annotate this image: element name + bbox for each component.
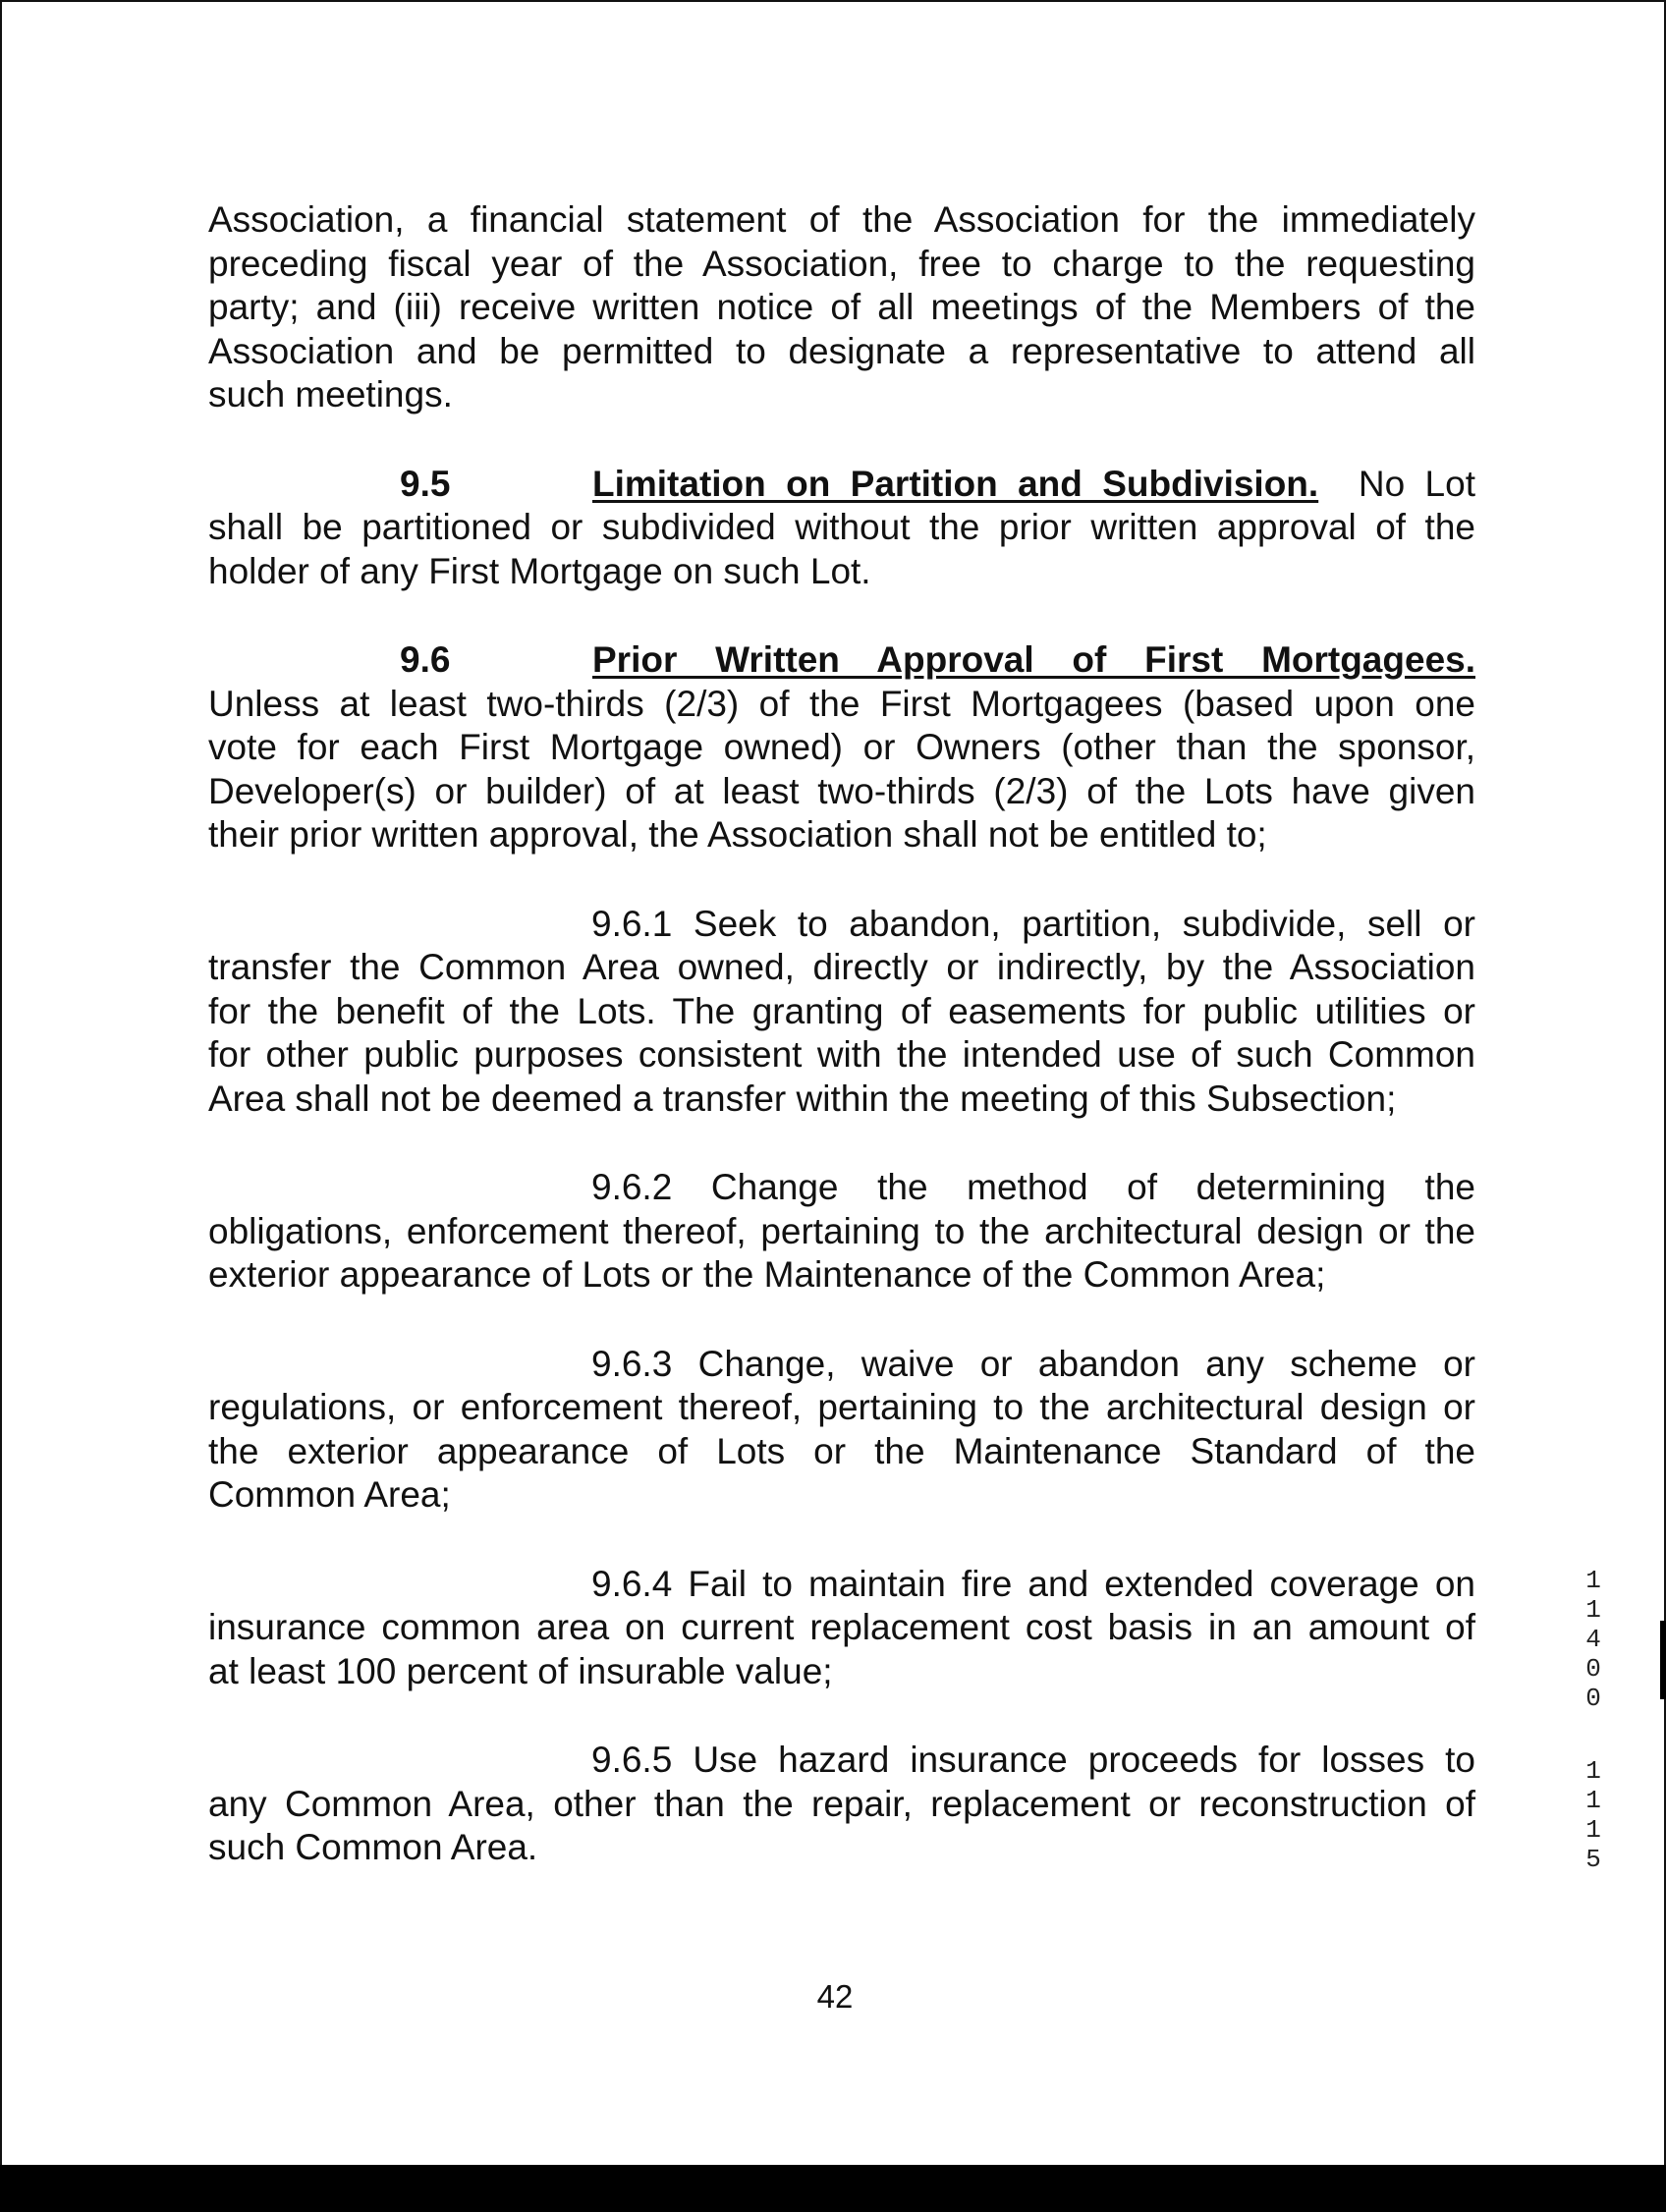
section-9-5 (208, 463, 1475, 594)
text-line: at least 100 percent of insurable value; (208, 1650, 833, 1691)
text-line: exterior appearance of Lots or the Maintenance of the Common Area; (208, 1254, 1326, 1295)
text-line: regulations, or enforcement thereof, pertaining to the architectural design or (208, 1387, 1475, 1427)
subsection-first-line: 9.6.5 Use hazard insurance proceeds for losses to (591, 1740, 1475, 1780)
margin-recording-stamp: 1 1 4 0 0 1 1 1 5 (1585, 1566, 1601, 1874)
section-text: No Lot (1358, 463, 1475, 504)
section-number: 9.6 (400, 639, 451, 680)
intro-paragraph (208, 198, 1475, 417)
text-line: any Common Area, other than the repair, replacement or reconstruction of (208, 1783, 1475, 1824)
subsection-first-line: 9.6.2 Change the method of determining the (591, 1167, 1475, 1207)
document-body (208, 198, 1475, 1870)
text-line: Developer(s) or builder) of at least two-thirds (2/3) of the Lots have given (208, 770, 1475, 811)
text-line: party; and (iii) receive written notice of all meetings of the Members of the (208, 287, 1475, 327)
section-title: Prior Written Approval of First Mortgagees. (592, 639, 1475, 680)
subsection-9-6-1 (208, 903, 1475, 1122)
section-heading-line (208, 638, 1475, 683)
section-heading-line (208, 463, 1475, 507)
text-line: Association and be permitted to designate a representative to attend all (208, 330, 1475, 371)
text-line: Common Area; (208, 1474, 451, 1515)
section-title: Limitation on Partition and Subdivision. (592, 463, 1319, 504)
subsection-9-6-4 (208, 1563, 1475, 1694)
text-line: such Common Area. (208, 1827, 538, 1867)
text-line: shall be partitioned or subdivided without the prior written approval of the (208, 507, 1475, 547)
text-line: preceding fiscal year of the Association, free to charge to the requesting (208, 243, 1475, 284)
text-line: their prior written approval, the Association shall not be entitled to; (208, 814, 1267, 855)
section-9-6 (208, 638, 1475, 857)
subsection-9-6-2 (208, 1166, 1475, 1298)
subsection-first-line: 9.6.4 Fail to maintain fire and extended coverage on (591, 1563, 1475, 1604)
text-line: Unless at least two-thirds (2/3) of the First Mortgagees (based upon one (208, 683, 1475, 724)
scan-edge-mark (1660, 1621, 1666, 1699)
text-line: vote for each First Mortgage owned) or Owners (other than the sponsor, (208, 727, 1475, 767)
text-line: the exterior appearance of Lots or the Maintenance Standard of the (208, 1430, 1475, 1471)
section-number: 9.5 (400, 463, 451, 504)
text-line: insurance common area on current replacement cost basis in an amount of (208, 1607, 1475, 1647)
page-number: 42 (816, 1978, 854, 2015)
text-line: for the benefit of the Lots. The granting of easements for public utilities or (208, 990, 1475, 1031)
subsection-9-6-5 (208, 1739, 1475, 1870)
text-line: Association, a financial statement of the Association for the immediately (208, 199, 1475, 240)
scan-bottom-border (0, 2165, 1666, 2212)
text-line: transfer the Common Area owned, directly or indirectly, by the Association (208, 947, 1475, 987)
subsection-first-line: 9.6.3 Change, waive or abandon any scheme or (591, 1343, 1475, 1384)
text-line: for other public purposes consistent with the intended use of such Common (208, 1034, 1475, 1075)
subsection-first-line: 9.6.1 Seek to abandon, partition, subdivide, sell or (591, 903, 1475, 944)
text-line: obligations, enforcement thereof, pertaining to the architectural design or the (208, 1210, 1475, 1251)
text-line: such meetings. (208, 374, 453, 415)
text-line: Area shall not be deemed a transfer within the meeting of this Subsection; (208, 1078, 1397, 1119)
subsection-9-6-3 (208, 1343, 1475, 1518)
text-line: holder of any First Mortgage on such Lot. (208, 550, 871, 591)
